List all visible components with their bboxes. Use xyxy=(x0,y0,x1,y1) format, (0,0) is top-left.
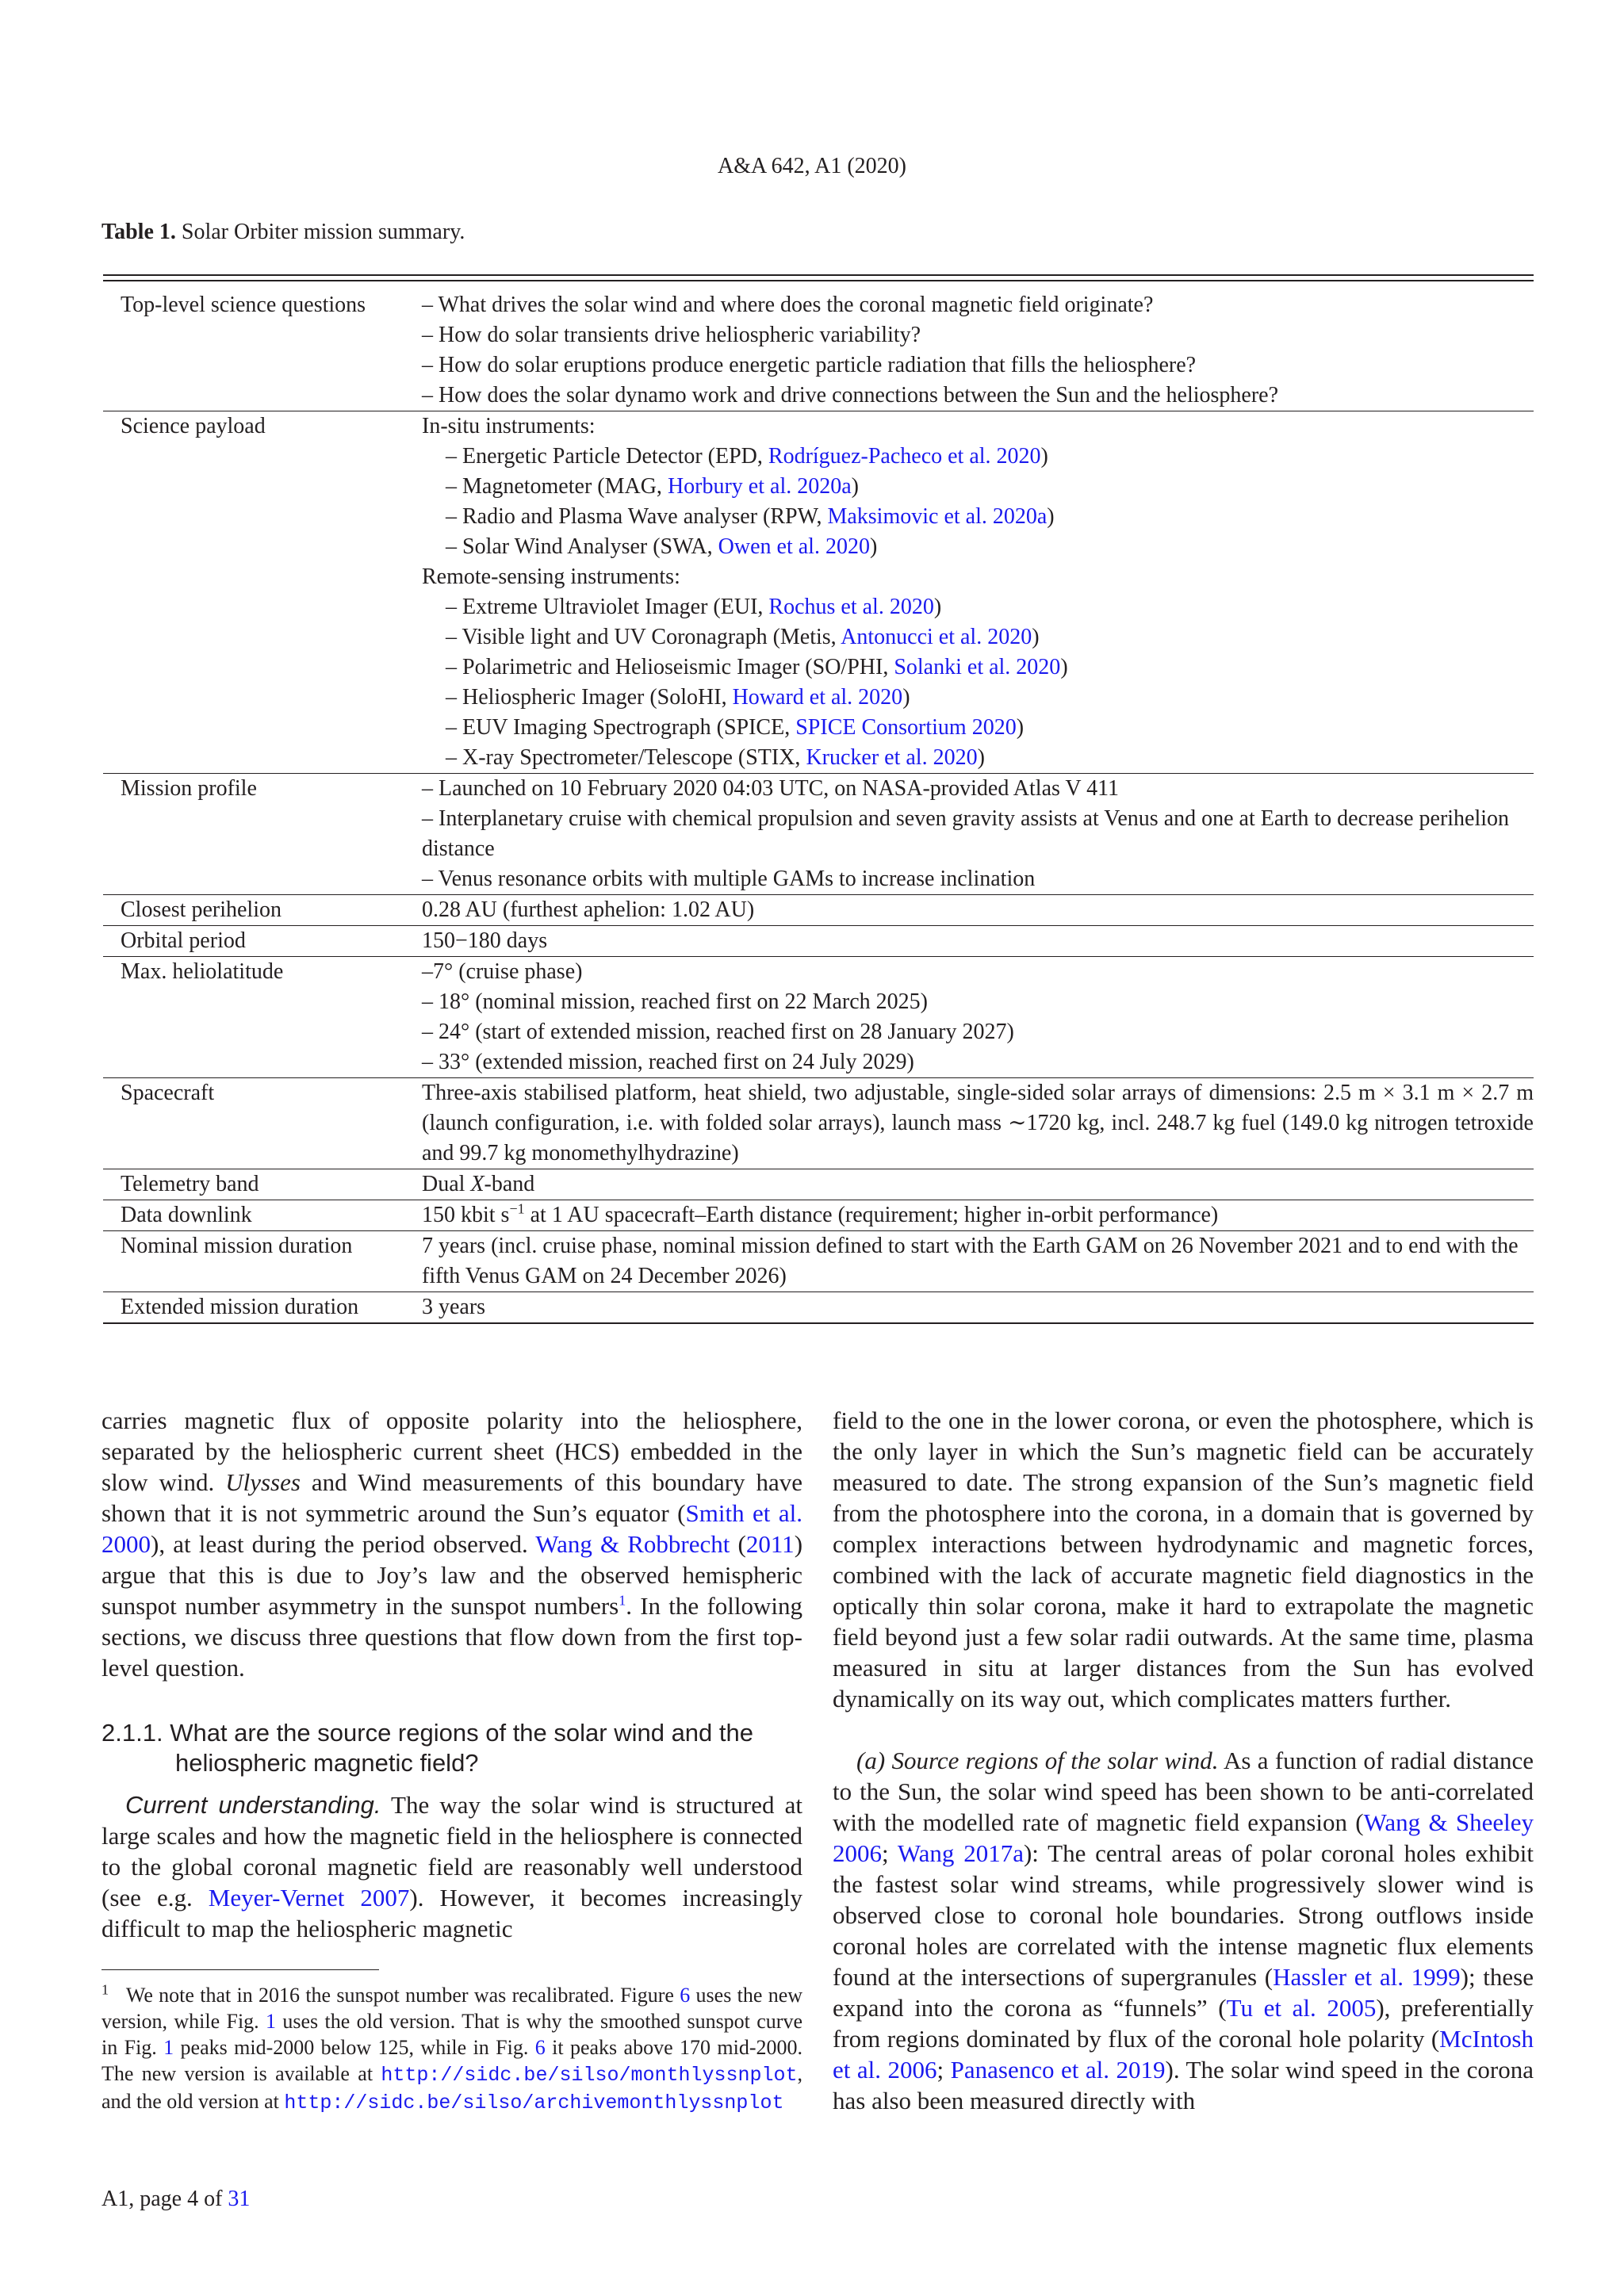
table-row-spacecraft xyxy=(103,1078,1534,1169)
citation-link[interactable]: Hassler et al. 1999 xyxy=(1273,1963,1461,1991)
citation-link[interactable]: 2011 xyxy=(745,1530,795,1558)
table-row-data-downlink xyxy=(103,1200,1534,1231)
citation-link[interactable]: Panasenco et al. 2019 xyxy=(950,2056,1166,2084)
instrument-item: – Energetic Particle Detector (EPD, Rodríguez-Pacheco et al. 2020) xyxy=(446,444,1048,469)
citation-link[interactable]: Horbury et al. 2020a xyxy=(667,474,852,499)
page-footer: A1, page 4 of 31 xyxy=(102,2187,251,2211)
instrument-item: – Radio and Plasma Wave analyser (RPW, Maksimovic et al. 2020a) xyxy=(446,504,1055,529)
table-row-extended-duration xyxy=(103,1292,1534,1324)
row-value xyxy=(422,411,1534,774)
question-item: – How do solar eruptions produce energetic particle radiation that fills the heliosphere? xyxy=(422,353,1197,377)
total-pages-link[interactable]: 31 xyxy=(228,2187,251,2211)
summary-table xyxy=(103,290,1534,1324)
question-item: – How do solar transients drive heliospheric variability? xyxy=(422,323,921,347)
citation-link[interactable]: Maksimovic et al. 2020a xyxy=(827,504,1048,529)
row-key: Telemetry band xyxy=(103,1169,422,1200)
table-row-science-payload xyxy=(103,411,1534,774)
footnote-marker-link[interactable]: 1 xyxy=(619,1592,626,1609)
row-key: Data downlink xyxy=(103,1200,422,1231)
instrument-item: – Polarimetric and Helioseismic Imager (SO/PHI, Solanki et al. 2020) xyxy=(446,655,1068,679)
citation-link[interactable]: Howard et al. 2020 xyxy=(732,685,903,710)
section-title: What are the source regions of the solar wind and the heliospheric magnetic field? xyxy=(170,1719,753,1777)
right-column xyxy=(833,1405,1534,2116)
figure-link[interactable]: 6 xyxy=(680,1984,691,2007)
row-value xyxy=(422,957,1534,1078)
url-link[interactable]: http://sidc.be/silso/archivemonthlyssnplot xyxy=(284,2091,784,2114)
table-row-orbital-period xyxy=(103,926,1534,957)
figure-link[interactable]: 6 xyxy=(534,2036,546,2059)
table-caption-text: Solar Orbiter mission summary. xyxy=(175,220,465,244)
row-value: 150−180 days xyxy=(422,926,1534,957)
citation-link[interactable]: Antonucci et al. 2020 xyxy=(841,625,1032,649)
row-value: Three-axis stabilised platform, heat shield, two adjustable, single-sided solar arrays of dimensions: 2.5 m × 3.1 m × 2.7 m (launch configuration, i.e. with folded solar arrays), launch mass ∼1720 kg, incl. 248.7 kg fuel (149.0 kg nitrogen tetroxide and 99.7 kg monomethylhydrazine) xyxy=(422,1078,1534,1169)
citation-link[interactable]: Rochus et al. 2020 xyxy=(768,595,934,619)
profile-item: – Launched on 10 February 2020 04:03 UTC, on NASA-provided Atlas V 411 xyxy=(422,776,1120,801)
citation-link[interactable]: Meyer-Vernet 2007 xyxy=(208,1884,410,1911)
row-key: Spacecraft xyxy=(103,1078,422,1169)
instrument-item: – EUV Imaging Spectrograph (SPICE, SPICE Consortium 2020) xyxy=(446,715,1025,740)
instrument-item: – X-ray Spectrometer/Telescope (STIX, Krucker et al. 2020) xyxy=(446,745,985,770)
figure-link[interactable]: 1 xyxy=(266,2010,277,2033)
heliolatitude-item: –7° (cruise phase) xyxy=(422,959,583,984)
row-key: Science payload xyxy=(103,411,422,774)
running-head: A&A 642, A1 (2020) xyxy=(718,154,906,178)
citation-link[interactable]: Wang 2017a xyxy=(897,1839,1024,1867)
citation-link[interactable]: McIntosh et al. 2006 xyxy=(833,2025,1534,2084)
row-value: 3 years xyxy=(422,1292,1534,1324)
citation-link[interactable]: Tu et al. 2005 xyxy=(1226,1994,1377,2022)
row-key: Mission profile xyxy=(103,774,422,895)
url-link[interactable]: http://sidc.be/silso/monthlyssnplot xyxy=(381,2064,798,2087)
table-row-max-heliolatitude xyxy=(103,957,1534,1078)
row-value: 7 years (incl. cruise phase, nominal mission defined to start with the Earth GAM on 26 November 2021 and to end with the fifth Venus GAM on 24 December 2026) xyxy=(422,1231,1534,1292)
table-caption-label: Table 1. xyxy=(102,220,176,244)
instrument-item: – Heliospheric Imager (SoloHI, Howard et al. 2020) xyxy=(446,685,910,710)
figure-link[interactable]: 1 xyxy=(163,2036,174,2059)
instrument-item: – Visible light and UV Coronagraph (Metis, Antonucci et al. 2020) xyxy=(446,625,1040,649)
table-caption xyxy=(102,220,465,245)
instrument-item: – Magnetometer (MAG, Horbury et al. 2020a) xyxy=(446,474,859,499)
citation-link[interactable]: Owen et al. 2020 xyxy=(718,534,870,559)
heliolatitude-item: – 33° (extended mission, reached first on 24 July 2029) xyxy=(422,1050,914,1074)
insitu-heading: In-situ instruments: xyxy=(422,414,596,438)
citation-link[interactable]: Rodríguez-Pacheco et al. 2020 xyxy=(768,444,1041,469)
row-value: 150 kbit $s^{-1}$ at 1 AU spacecraft–Earth distance (requirement; higher in-orbit performance) xyxy=(422,1200,1534,1231)
row-value: Dual X-band xyxy=(422,1169,1534,1200)
section-number: 2.1.1. xyxy=(102,1719,163,1747)
citation-link[interactable]: SPICE Consortium 2020 xyxy=(795,715,1017,740)
row-key: Closest perihelion xyxy=(103,895,422,926)
table-row-telemetry-band xyxy=(103,1169,1534,1200)
footnote-marker: 1 xyxy=(102,1981,109,1998)
footnote-rule xyxy=(102,1969,379,1970)
paragraph: field to the one in the lower corona, or even the photosphere, which is the only layer in which the Sun’s magnetic field can be accurately measured to date. The strong expansion of the Sun’s magnetic field from the photosphere into the corona, in a domain that is governed by complex interactions between hydrodynamic and magnetic forces, combined with the lack of accurate magnetic field diagnostics in the optically thin solar corona, make it hard to extrapolate the magnetic field beyond just a few solar radii outwards. At the same time, plasma measured in situ at larger distances from the Sun has evolved dynamically on its way out, which complicates matters further. xyxy=(833,1406,1534,1712)
instrument-item: – Solar Wind Analyser (SWA, Owen et al. 2020) xyxy=(446,534,878,559)
citation-link[interactable]: Wang & Sheeley 2006 xyxy=(833,1808,1534,1867)
row-value xyxy=(422,774,1534,895)
table-top-rule xyxy=(103,274,1534,281)
table-row-mission-profile xyxy=(103,774,1534,895)
row-value: 0.28 AU (furthest aphelion: 1.02 AU) xyxy=(422,895,1534,926)
citation-link[interactable]: Smith et al. 2000 xyxy=(102,1499,802,1558)
heliolatitude-item: – 18° (nominal mission, reached first on 22 March 2025) xyxy=(422,989,928,1014)
paragraph-lead: (a) Source regions of the solar wind. xyxy=(856,1747,1219,1774)
question-item: – How does the solar dynamo work and drive connections between the Sun and the heliosphere? xyxy=(422,383,1279,408)
row-value xyxy=(422,290,1534,411)
citation-link[interactable]: Krucker et al. 2020 xyxy=(806,745,978,770)
remote-heading: Remote-sensing instruments: xyxy=(422,564,680,589)
paragraph: carries magnetic flux of opposite polarity into the heliosphere, separated by the heliospheric current sheet (HCS) embedded in the slow wind. Ulysses and Wind measurements of this boundary have shown that it is not symmetric around the Sun’s equator (Smith et al. 2000), at least during the period observed. Wang & Robbrecht (2011) argue that this is due to Joy’s law and the observed hemispheric sunspot number asymmetry in the sunspot numbers$^1$. In the following sections, we discuss three questions that flow down from the first top-level question. xyxy=(102,1406,803,1682)
row-key: Extended mission duration xyxy=(103,1292,422,1324)
paragraph: (a) Source regions of the solar wind. As a function of radial distance to the Sun, the solar wind speed has been shown to be anti-correlated with the modelled rate of magnetic field expansion (Wang & Sheeley 2006; Wang 2017a): The central areas of polar coronal holes exhibit the fastest solar wind streams, while progressively slower wind is observed close to coronal hole boundaries. Strong outflows inside coronal holes are correlated with the intense magnetic flux elements found at the intersections of supergranules (Hassler et al. 1999); these expand into the corona as “funnels” (Tu et al. 2005), preferentially from regions dominated by flux of the coronal hole polarity (McIntosh et al. 2006; Panasenco et al. 2019). The solar wind speed in the corona has also been measured directly with xyxy=(833,1747,1534,2114)
citation-link[interactable]: Wang & Robbrecht xyxy=(535,1530,730,1558)
mission-summary-table xyxy=(103,274,1534,1324)
profile-item: – Interplanetary cruise with chemical propulsion and seven gravity assists at Venus and one at Earth to decrease perihelion distance xyxy=(422,806,1510,861)
paragraph: Current understanding. The way the solar wind is structured at large scales and how the magnetic field in the heliosphere is connected to the global coronal magnetic field are reasonably well understood (see e.g. Meyer-Vernet 2007). However, it becomes increasingly difficult to map the heliospheric magnetic xyxy=(102,1791,802,1942)
row-key: Nominal mission duration xyxy=(103,1231,422,1292)
row-key: Max. heliolatitude xyxy=(103,957,422,1078)
section-heading xyxy=(102,1718,802,1778)
row-key: Top-level science questions xyxy=(103,290,422,411)
table-row-closest-perihelion xyxy=(103,895,1534,926)
heliolatitude-item: – 24° (start of extended mission, reached first on 28 January 2027) xyxy=(422,1020,1014,1044)
citation-link[interactable]: Solanki et al. 2020 xyxy=(894,655,1061,679)
profile-item: – Venus resonance orbits with multiple GAMs to increase inclination xyxy=(422,867,1036,891)
question-item: – What drives the solar wind and where does the coronal magnetic field originate? xyxy=(422,293,1154,317)
row-key: Orbital period xyxy=(103,926,422,957)
instrument-item: – Extreme Ultraviolet Imager (EUI, Rochus et al. 2020) xyxy=(446,595,942,619)
left-column xyxy=(102,1405,802,1944)
footnote: $^1$ We note that in 2016 the sunspot number was recalibrated. Figure 6 uses the new version, while Fig. 1 uses the old version. That is why the smoothed sunspot curve in Fig. 1 peaks mid-2000 below 125, while in Fig. 6 it peaks above 170 mid-2000. The new version is available at http://sidc.be/silso/monthlyssnplot, and the old version at http://sidc.be/silso/archivemonthlyssnplot xyxy=(102,1981,803,2114)
table-row-nominal-duration xyxy=(103,1231,1534,1292)
paragraph-lead: Current understanding. xyxy=(125,1791,381,1819)
table-row-science-questions xyxy=(103,290,1534,411)
